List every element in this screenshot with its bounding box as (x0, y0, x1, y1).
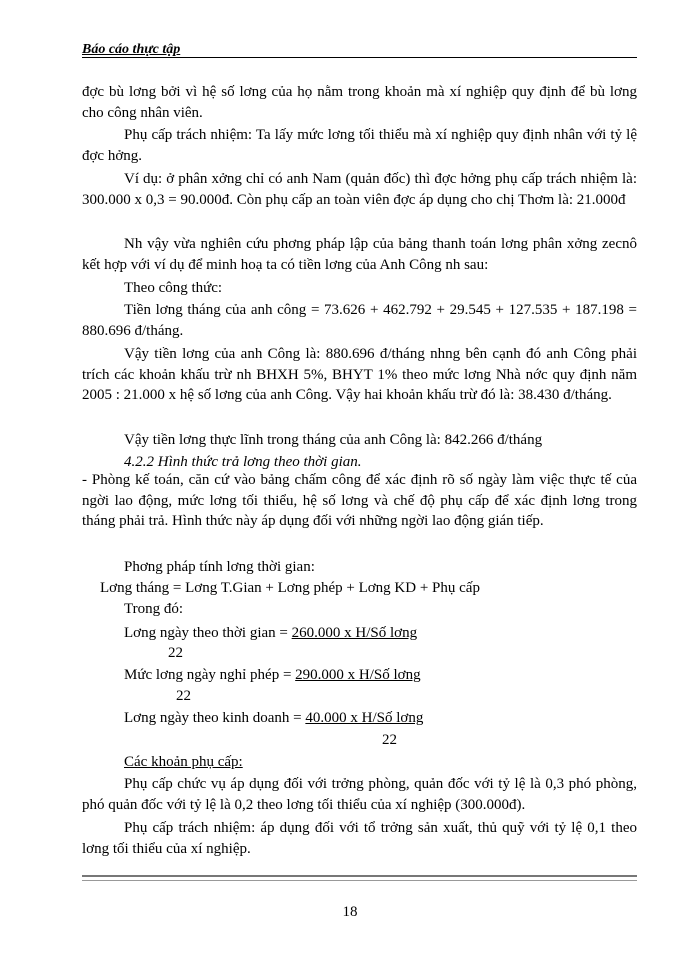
formula-time-label: Lơng ngày theo thời gian = (124, 625, 292, 641)
formula-leave-denominator: 22 (176, 688, 191, 704)
formula-business-numerator: 40.000 x H/Số lơng (305, 710, 424, 726)
formula-leave-label: Mức lơng ngày nghỉ phép = (124, 667, 296, 683)
formula-business-denominator: 22 (382, 732, 397, 748)
formula-leave-numerator: 290.000 x H/Số lơng (295, 667, 421, 683)
formula-business-label: Lơng ngày theo kinh doanh = (124, 710, 306, 726)
paragraph: Phụ cấp chức vụ áp dụng đối với trởng phòng, quản đốc với tỷ lệ là 0,3 phó phòng, phó quản đốc với tỷ lệ là 0,2 theo lơng tối thiểu của xí nghiệp (300.000đ). (82, 776, 637, 813)
page-number: 18 (342, 904, 358, 920)
formula-time-denominator: 22 (168, 645, 183, 661)
formula-time (124, 623, 417, 644)
formula-business (124, 708, 423, 729)
where-label: Trong đó: (124, 601, 184, 617)
header-rule (82, 57, 637, 58)
footer-rule (82, 880, 637, 881)
paragraph: Vậy tiền lơng thực lĩnh trong tháng của anh Công là: 842.266 đ/tháng (124, 432, 543, 448)
paragraph: Theo công thức: (124, 280, 223, 296)
header-title: Báo cáo thực tập (82, 42, 181, 57)
formula-leave (124, 665, 421, 686)
paragraph: Ví dụ: ở phân xởng chỉ có anh Nam (quản đốc) thì đợc hởng phụ cấp trách nhiệm là: 300.000 x 0,3 = 90.000đ. Còn phụ cấp an toàn viên đợc áp dụng cho chị Thơm là: 21.000đ (82, 171, 637, 208)
footer-rule (82, 875, 637, 877)
section-subheading: 4.2.2 Hình thức trả lơng theo thời gian. (124, 454, 362, 470)
paragraph: Tiền lơng tháng của anh công = 73.626 + 462.792 + 29.545 + 127.535 + 187.198 = 880.696 đ/tháng. (82, 302, 637, 339)
allowance-heading: Các khoản phụ cấp: (124, 754, 243, 770)
paragraph: Phụ cấp trách nhiệm: áp dụng đối với tổ trởng sản xuất, thủ quỹ với tỷ lệ 0,1 theo lơng tối thiểu của xí nghiệp. (82, 820, 637, 857)
paragraph: - Phòng kế toán, căn cứ vào bảng chấm công để xác định rõ số ngày làm việc thực tế của ngời lao động, mức lơng tối thiểu, hệ số lơng và chế độ phụ cấp để xác định lơng trong tháng phải trả. Hình thức này áp dụng đối với những ngời lao động gián tiếp. (82, 472, 637, 529)
formula-time-numerator: 260.000 x H/Số lơng (291, 625, 418, 641)
paragraph: Vậy tiền lơng của anh Công là: 880.696 đ/tháng nhng bên cạnh đó anh Công phải trích các khoản khấu trừ nh BHXH 5%, BHYT 1% theo mức lơng Nhà nớc quy định năm 2005 : 21.000 x hệ số lơng của anh Công. Vậy hai khoản khấu trừ đó là: 38.430 đ/tháng. (82, 346, 637, 403)
salary-formula: Lơng tháng = Lơng T.Gian + Lơng phép + Lơng KD + Phụ cấp (100, 580, 480, 596)
method-title: Phơng pháp tính lơng thời gian: (124, 559, 315, 575)
paragraph: đợc bù lơng bởi vì hệ số lơng của họ nằm trong khoản mà xí nghiệp quy định để bù lơng cho công nhân viên. (82, 84, 637, 121)
page-header (82, 40, 637, 58)
paragraph: Phụ cấp trách nhiệm: Ta lấy mức lơng tối thiểu mà xí nghiệp quy định nhân với tỷ lệ đợc hởng. (82, 127, 637, 164)
paragraph: Nh vậy vừa nghiên cứu phơng pháp lập của bảng thanh toán lơng phân xởng zecnô kết hợp với ví dụ để minh hoạ ta có tiền lơng của Anh Công nh sau: (82, 236, 637, 273)
